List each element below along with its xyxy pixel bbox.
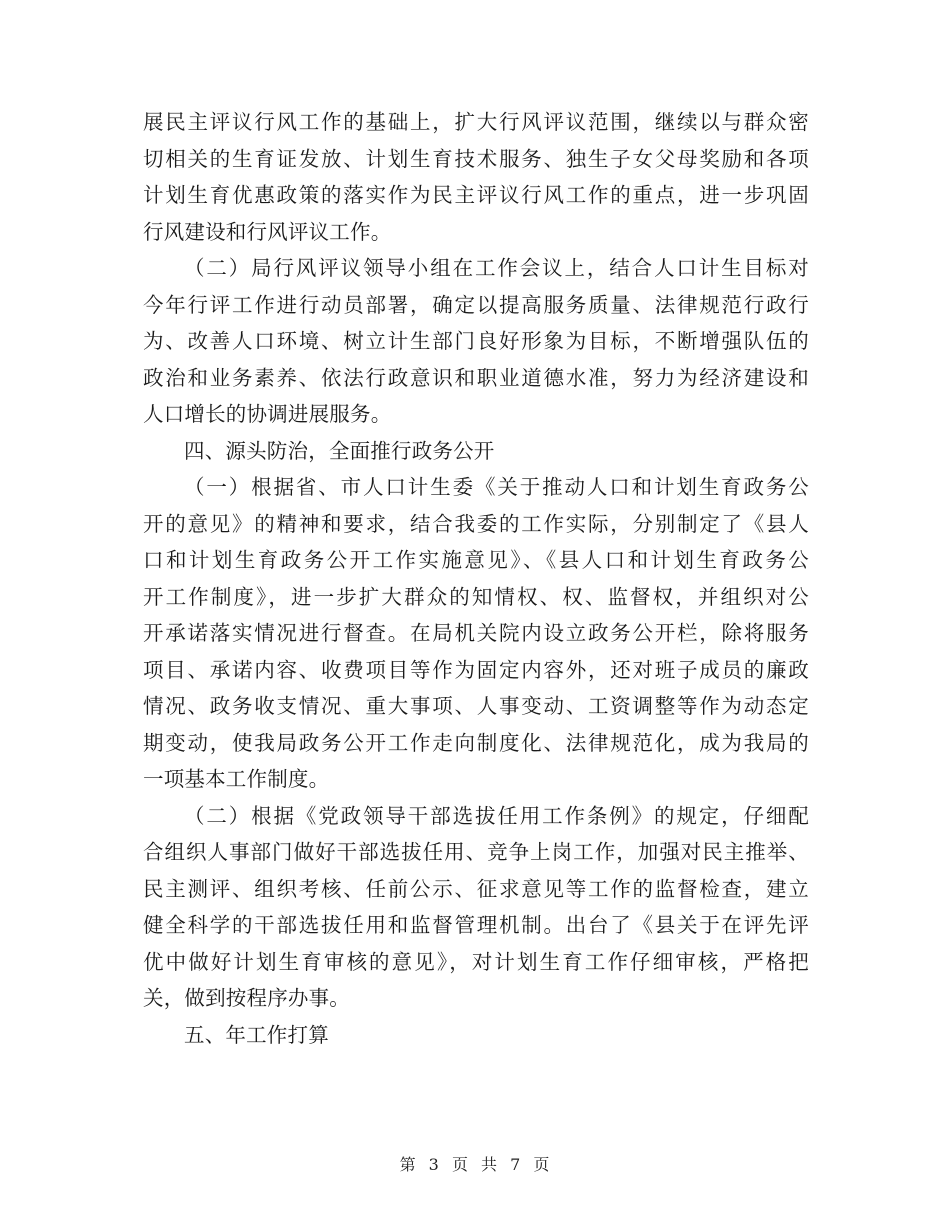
document-body [143, 104, 809, 1053]
text-line: 五、年工作打算 [184, 1022, 329, 1047]
text-line: 情况、政务收支情况、重大事项、人事变动、工资调整等作为动态定 [143, 694, 809, 718]
text-line: 期变动，使我局政务公开工作走向制度化、法律规范化，成为我局的 [143, 730, 809, 755]
text-line: 人口增长的协调进展服务。 [143, 402, 392, 426]
text-line: 开的意见》的精神和要求，结合我委的工作实际，分别制定了《县人 [143, 511, 809, 536]
text-line: 民主测评、组织考核、任前公示、征求意见等工作的监督检查，建立 [143, 876, 809, 901]
text-line: 一项基本工作制度。 [143, 767, 330, 791]
text-line: 今年行评工作进行动员部署，确定以提高服务质量、法律规范行政行 [143, 292, 809, 317]
text-line: 政治和业务素养、依法行政意识和职业道德水准，努力为经济建设和 [143, 365, 809, 390]
text-line: 展民主评议行风工作的基础上，扩大行风评议范围，继续以与群众密 [143, 110, 809, 134]
text-line: 开工作制度》，进一步扩大群众的知情权、权、监督权，并组织对公 [143, 584, 809, 609]
text-line: 四、源头防治，全面推行政务公开 [184, 438, 495, 463]
text-line: （一）根据省、市人口计生委《关于推动人口和计划生育政务公 [184, 475, 809, 499]
text-line: 关，做到按程序办事。 [143, 986, 350, 1010]
text-line: 计划生育优惠政策的落实作为民主评议行风工作的重点，进一步巩固 [143, 183, 809, 207]
text-line: 口和计划生育政务公开工作实施意见》、《县人口和计划生育政务公 [143, 548, 809, 572]
text-line: 健全科学的干部选拔任用和监督管理机制。出台了《县关于在评先评 [143, 913, 809, 937]
text-line: 切相关的生育证发放、计划生育技术服务、独生子女父母奖励和各项 [143, 146, 809, 171]
text-line: 开承诺落实情况进行督查。在局机关院内设立政务公开栏，除将服务 [143, 621, 809, 645]
text-line: 项目、承诺内容、收费项目等作为固定内容外，还对班子成员的廉政 [143, 657, 809, 682]
text-line: （二）根据《党政领导干部选拔任用工作条例》的规定，仔细配 [184, 803, 809, 828]
text-line: 为、改善人口环境、树立计生部门良好形象为目标，不断增强队伍的 [143, 329, 809, 353]
text-line: 优中做好计划生育审核的意见》，对计划生育工作仔细审核，严格把 [143, 949, 809, 974]
text-line: （二）局行风评议领导小组在工作会议上，结合人口计生目标对 [184, 256, 809, 280]
text-line: 合组织人事部门做好干部选拔任用、竞争上岗工作，加强对民主推举、 [143, 840, 809, 864]
text-line: 行风建设和行风评议工作。 [143, 219, 392, 244]
page-footer: 第 3 页 共 7 页 [399, 1155, 551, 1174]
